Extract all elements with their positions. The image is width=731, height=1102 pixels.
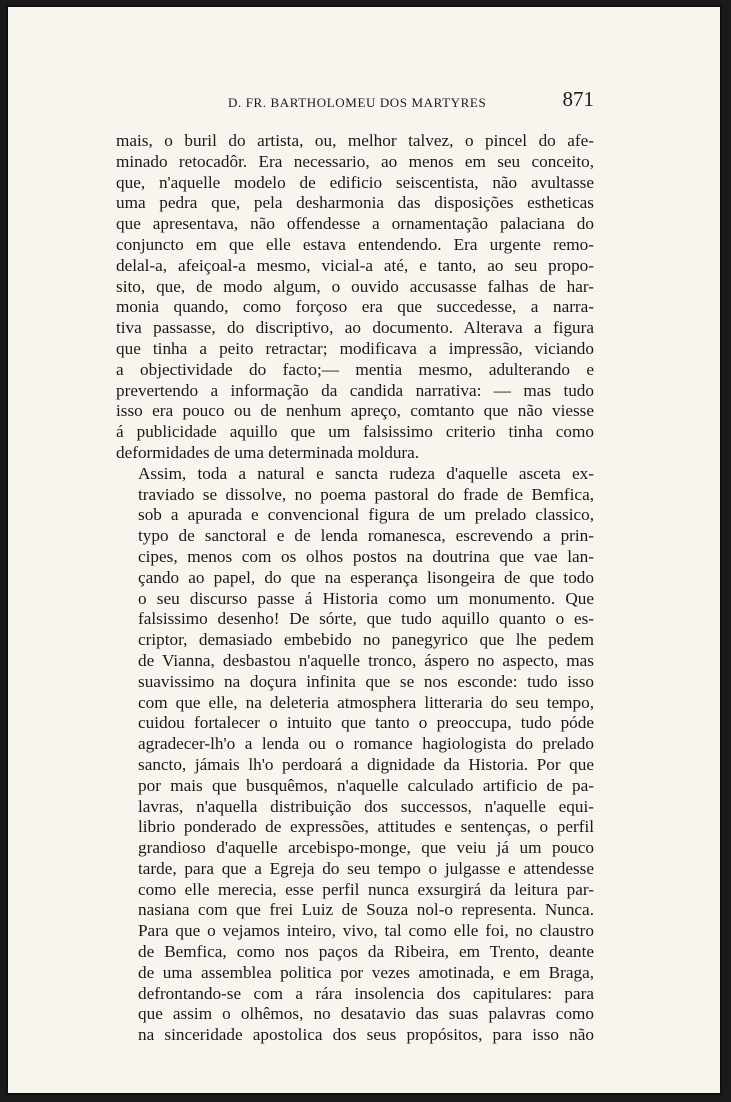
text-line: a objectividade do facto;— mentia mesmo, adulterando e bbox=[116, 359, 594, 379]
text-line: por mais que busquêmos, n'aquelle calculado artificio de pa- bbox=[138, 775, 594, 795]
text-line: com que elle, na deleteria atmosphera litteraria do seu tempo, bbox=[138, 692, 594, 712]
text-line: deformidades de uma determinada moldura. bbox=[116, 442, 420, 462]
text-line: criptor, demasiado embebido no panegyrico que lhe pedem bbox=[138, 630, 594, 650]
text-line: tiva passasse, do discriptivo, ao documento. Alterava a figura bbox=[116, 318, 594, 338]
text-line: sob a apurada e convencional figura de um prelado classico, bbox=[138, 505, 594, 525]
text-line: minado retocadôr. Era necessario, ao menos em seu conceito, bbox=[116, 151, 594, 171]
text-line: librio ponderado de expressões, attitudes e sentenças, o perfil bbox=[138, 817, 594, 837]
book-page bbox=[6, 5, 722, 1095]
text-line: isso era pouco ou de nenhum apreço, comtanto que não viesse bbox=[116, 401, 594, 421]
text-line: monia quando, como forçoso era que succedesse, a narra- bbox=[116, 297, 594, 317]
text-line: que tinha a peito retractar; modificava a impressão, viciando bbox=[116, 338, 594, 358]
text-line: prevertendo a informação da candida narrativa: — mas tudo bbox=[116, 380, 594, 400]
text-line: suavissimo na doçura infinita que se nos esconde: tudo isso bbox=[138, 671, 594, 691]
text-line: delal-a, afeiçoal-a mesmo, vicial-a até, e tanto, ao seu propo- bbox=[116, 255, 594, 275]
paragraph-1 bbox=[116, 131, 594, 464]
text-line: çando ao papel, do que na esperança lisongeira de que todo bbox=[138, 567, 594, 587]
text-line: de uma assemblea politica por vezes amotinada, e em Braga, bbox=[138, 962, 594, 982]
text-line: traviado se dissolve, no poema pastoral do frade de Bemfica, bbox=[138, 484, 594, 504]
text-line: á publicidade aquillo que um falsissimo criterio tinha como bbox=[116, 422, 594, 442]
text-line: conjuncto em que elle estava entendendo. Era urgente remo- bbox=[116, 234, 594, 254]
body-text bbox=[116, 131, 594, 1046]
text-line: Assim, toda a natural e sancta rudeza d'aquelle asceta ex- bbox=[138, 463, 594, 483]
text-line: cuidou fortalecer o intuito que tanto o preoccupa, tudo póde bbox=[138, 713, 594, 733]
text-line: typo de sanctoral e de lenda romanesca, escrevendo a prin- bbox=[138, 526, 594, 546]
page-number: 871 bbox=[562, 87, 594, 111]
text-line: cipes, menos com os olhos postos na doutrina que vae lan- bbox=[138, 546, 594, 566]
text-line: lavras, n'aquella distribuição dos successos, n'aquelle equi- bbox=[138, 796, 594, 816]
text-line: grandioso d'aquelle arcebispo-monge, que veiu já um pouco bbox=[138, 838, 594, 858]
text-line: de Vianna, desbastou n'aquelle tronco, áspero no aspecto, mas bbox=[138, 650, 594, 670]
paragraph-2 bbox=[116, 464, 594, 1046]
text-line: Para que o vejamos inteiro, vivo, tal como elle foi, no claustro bbox=[138, 921, 594, 941]
text-line: de Bemfica, como nos paços da Ribeira, em Trento, deante bbox=[138, 942, 594, 962]
text-line: sito, que, de modo algum, o ouvido accusasse falhas de har- bbox=[116, 276, 594, 296]
text-line: que apresentava, não offendesse a ornamentação palaciana do bbox=[116, 214, 594, 234]
text-line: que, n'aquelle modelo de edificio seiscentista, não avultasse bbox=[116, 172, 594, 192]
running-title: D. FR. BARTHOLOMEU DOS MARTYRES bbox=[228, 95, 487, 110]
text-line: mais, o buril do artista, ou, melhor talvez, o pincel do afe- bbox=[116, 131, 594, 150]
text-line: nasiana com que frei Luiz de Souza nol-o representa. Nunca. bbox=[138, 900, 594, 920]
text-line: como elle merecia, esse perfil nunca exsurgirá da leitura par- bbox=[138, 879, 594, 899]
text-line: sancto, jámais lh'o perdoará a dignidade da Historia. Por que bbox=[138, 754, 594, 774]
text-line: tarde, para que a Egreja do seu tempo o julgasse e attendesse bbox=[138, 858, 594, 878]
text-line: agradecer-lh'o a lenda ou o romance hagiologista do prelado bbox=[138, 734, 594, 754]
text-line: uma pedra que, pela desharmonia das disposições estheticas bbox=[116, 193, 594, 213]
text-line: o seu discurso passe á Historia como um monumento. Que bbox=[138, 588, 594, 608]
text-line: defrontando-se com a rára insolencia dos capitulares: para bbox=[138, 983, 594, 1003]
text-line: que assim o olhêmos, no desatavio das suas palavras como bbox=[138, 1004, 594, 1024]
text-line: na sinceridade apostolica dos seus propósitos, para isso não bbox=[138, 1025, 594, 1045]
page-header bbox=[116, 87, 594, 121]
text-line: falsissimo desenho! De sórte, que tudo aquillo quanto o es- bbox=[138, 609, 594, 629]
